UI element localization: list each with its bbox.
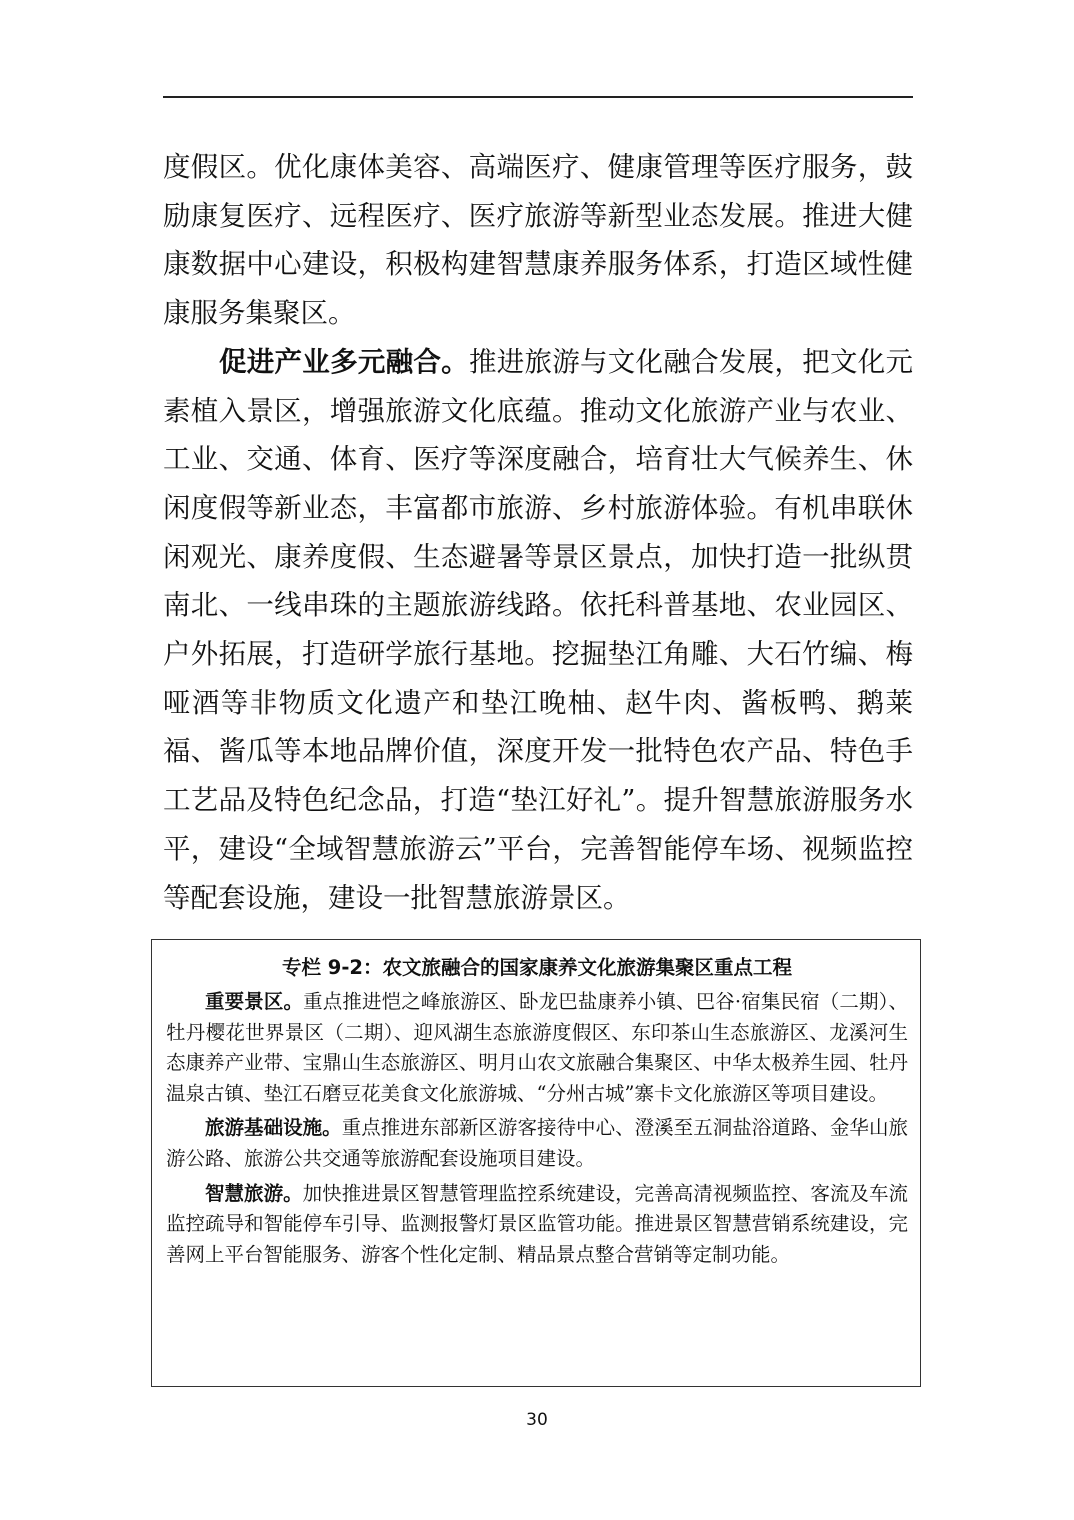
feature-box-item-text: 重点推进恺之峰旅游区、卧龙巴盐康养小镇、巴谷·宿集民宿（二期）、牡丹樱花世界景区（二期）、迎风湖生态旅游度假区、东印茶山生态旅游区、龙溪河生态康养产业带、宝鼎山生态旅游区、明月山农文旅融合集聚区、中华太极养生园、牡丹温泉古镇、垫江石磨豆花美食文化旅游城、“分州古城”寨卡文化旅游区等项目建设。 — [166, 990, 908, 1105]
feature-box-item — [166, 987, 908, 1109]
header-rule — [163, 96, 913, 98]
feature-box — [151, 939, 921, 1387]
paragraph-industry-integration — [163, 338, 913, 922]
paragraph-continuation — [163, 143, 913, 338]
feature-box-item-head: 智慧旅游。 — [205, 1181, 303, 1205]
feature-box-item-head: 重要景区。 — [205, 990, 304, 1013]
feature-box-item — [166, 1113, 908, 1174]
body-text — [163, 143, 913, 922]
feature-box-item — [166, 1179, 908, 1271]
paragraph-text: 度假区。优化康体美容、高端医疗、健康管理等医疗服务，鼓励康复医疗、远程医疗、医疗旅游等新型业态发展。推进大健康数据中心建设，积极构建智慧康养服务体系，打造区域性健康服务集聚区。 — [163, 151, 913, 330]
feature-box-title: 专栏 9-2：农文旅融合的国家康养文化旅游集聚区重点工程 — [281, 956, 793, 979]
paragraph-lead: 促进产业多元融合。 — [219, 345, 469, 378]
feature-box-item-head: 旅游基础设施。 — [205, 1116, 342, 1140]
paragraph-text: 推进旅游与文化融合发展，把文化元素植入景区，增强旅游文化底蕴。推动文化旅游产业与农业、工业、交通、体育、医疗等深度融合，培育壮大气候养生、休闲度假等新业态，丰富都市旅游、乡村旅游体验。有机串联休闲观光、康养度假、生态避暑等景区景点，加快打造一批纵贯南北、一线串珠的主题旅游线路。依托科普基地、农业园区、户外拓展，打造研学旅行基地。挖掘垫江角雕、大石竹编、梅哑酒等非物质文化遗产和垫江晚柚、赵牛肉、酱板鸭、鹅莱福、酱瓜等本地品牌价值，深度开发一批特色农产品、特色手工艺品及特色纪念品，打造“垫江好礼”。提升智慧旅游服务水平，建设“全域智慧旅游云”平台，完善智能停车场、视频监控等配套设施，建设一批智慧旅游景区。 — [163, 345, 913, 914]
page-number: 30 — [526, 1410, 548, 1430]
feature-box-item-text: 加快推进景区智慧管理监控系统建设，完善高清视频监控、客流及车流监控疏导和智能停车引导、监测报警灯景区监管功能。推进景区智慧营销系统建设，完善网上平台智能服务、游客个性化定制、精品景点整合营销等定制功能。 — [166, 1181, 908, 1266]
feature-box-item-text: 重点推进东部新区游客接待中心、澄溪至五洞盐浴道路、金华山旅游公路、旅游公共交通等旅游配套设施项目建设。 — [166, 1116, 908, 1170]
